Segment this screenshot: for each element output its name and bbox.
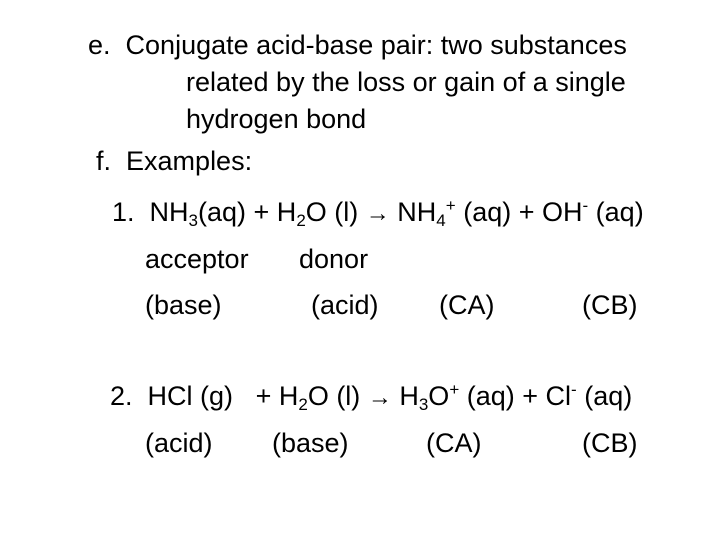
donor-label: donor bbox=[299, 244, 369, 274]
h2o-subscript: 2 bbox=[296, 211, 306, 230]
item-e-line-2: related by the loss or gain of a single bbox=[186, 67, 626, 97]
h2o-text: O (l) bbox=[305, 197, 359, 227]
example-1-equation bbox=[112, 196, 644, 230]
eq2-h2o-text: O (l) bbox=[307, 381, 361, 411]
nh3-subscript: 3 bbox=[188, 211, 199, 230]
arrow-right-icon: → bbox=[367, 384, 392, 411]
nh4-charge: + bbox=[445, 196, 456, 215]
item-f-label: Examples: bbox=[126, 146, 253, 176]
eq2-plus-h: + H bbox=[255, 381, 299, 411]
arrow-right-icon: → bbox=[365, 200, 390, 227]
example-1-number: 1. bbox=[112, 197, 135, 227]
nh3-formula: NH bbox=[149, 197, 189, 227]
example-2-equation bbox=[110, 380, 633, 414]
eq1-reactant-text: (aq) + H bbox=[198, 197, 297, 227]
nh4-formula: NH bbox=[397, 197, 437, 227]
item-e-line-1 bbox=[88, 32, 627, 59]
example-2-number: 2. bbox=[110, 381, 133, 411]
ex2-base-label: (base) bbox=[272, 428, 349, 458]
item-e-marker: e. bbox=[88, 30, 111, 60]
h3o-o: O bbox=[428, 381, 450, 411]
ex1-ca-label: (CA) bbox=[439, 290, 495, 320]
item-f-marker: f. bbox=[96, 146, 112, 176]
ex2-cb-label: (CB) bbox=[582, 428, 638, 458]
ex1-cb-label: (CB) bbox=[582, 290, 638, 320]
eq2-h2o-subscript: 2 bbox=[298, 395, 308, 414]
nh4-subscript: 4 bbox=[436, 211, 446, 230]
ex2-acid-label: (acid) bbox=[145, 428, 213, 458]
cl-state: (aq) bbox=[576, 381, 633, 411]
oh-state: (aq) bbox=[588, 197, 644, 227]
item-e-text-1: Conjugate acid-base pair: two substances bbox=[125, 30, 627, 60]
eq1-product-text: (aq) + OH bbox=[455, 197, 583, 227]
ex1-base-label: (base) bbox=[145, 290, 222, 320]
ex1-acid-label: (acid) bbox=[311, 290, 379, 320]
eq2-product-text: (aq) + Cl bbox=[459, 381, 572, 411]
item-f-line bbox=[96, 148, 252, 175]
h3o-subscript: 3 bbox=[418, 395, 429, 414]
acceptor-label: acceptor bbox=[145, 244, 249, 274]
h3o-formula: H bbox=[399, 381, 419, 411]
h3o-charge: + bbox=[449, 380, 460, 399]
item-e-line-3: hydrogen bond bbox=[186, 104, 367, 134]
ex2-ca-label: (CA) bbox=[426, 428, 482, 458]
oh-charge: - bbox=[582, 196, 589, 215]
cl-charge: - bbox=[571, 380, 577, 399]
hcl-formula: HCl (g) bbox=[147, 381, 234, 411]
